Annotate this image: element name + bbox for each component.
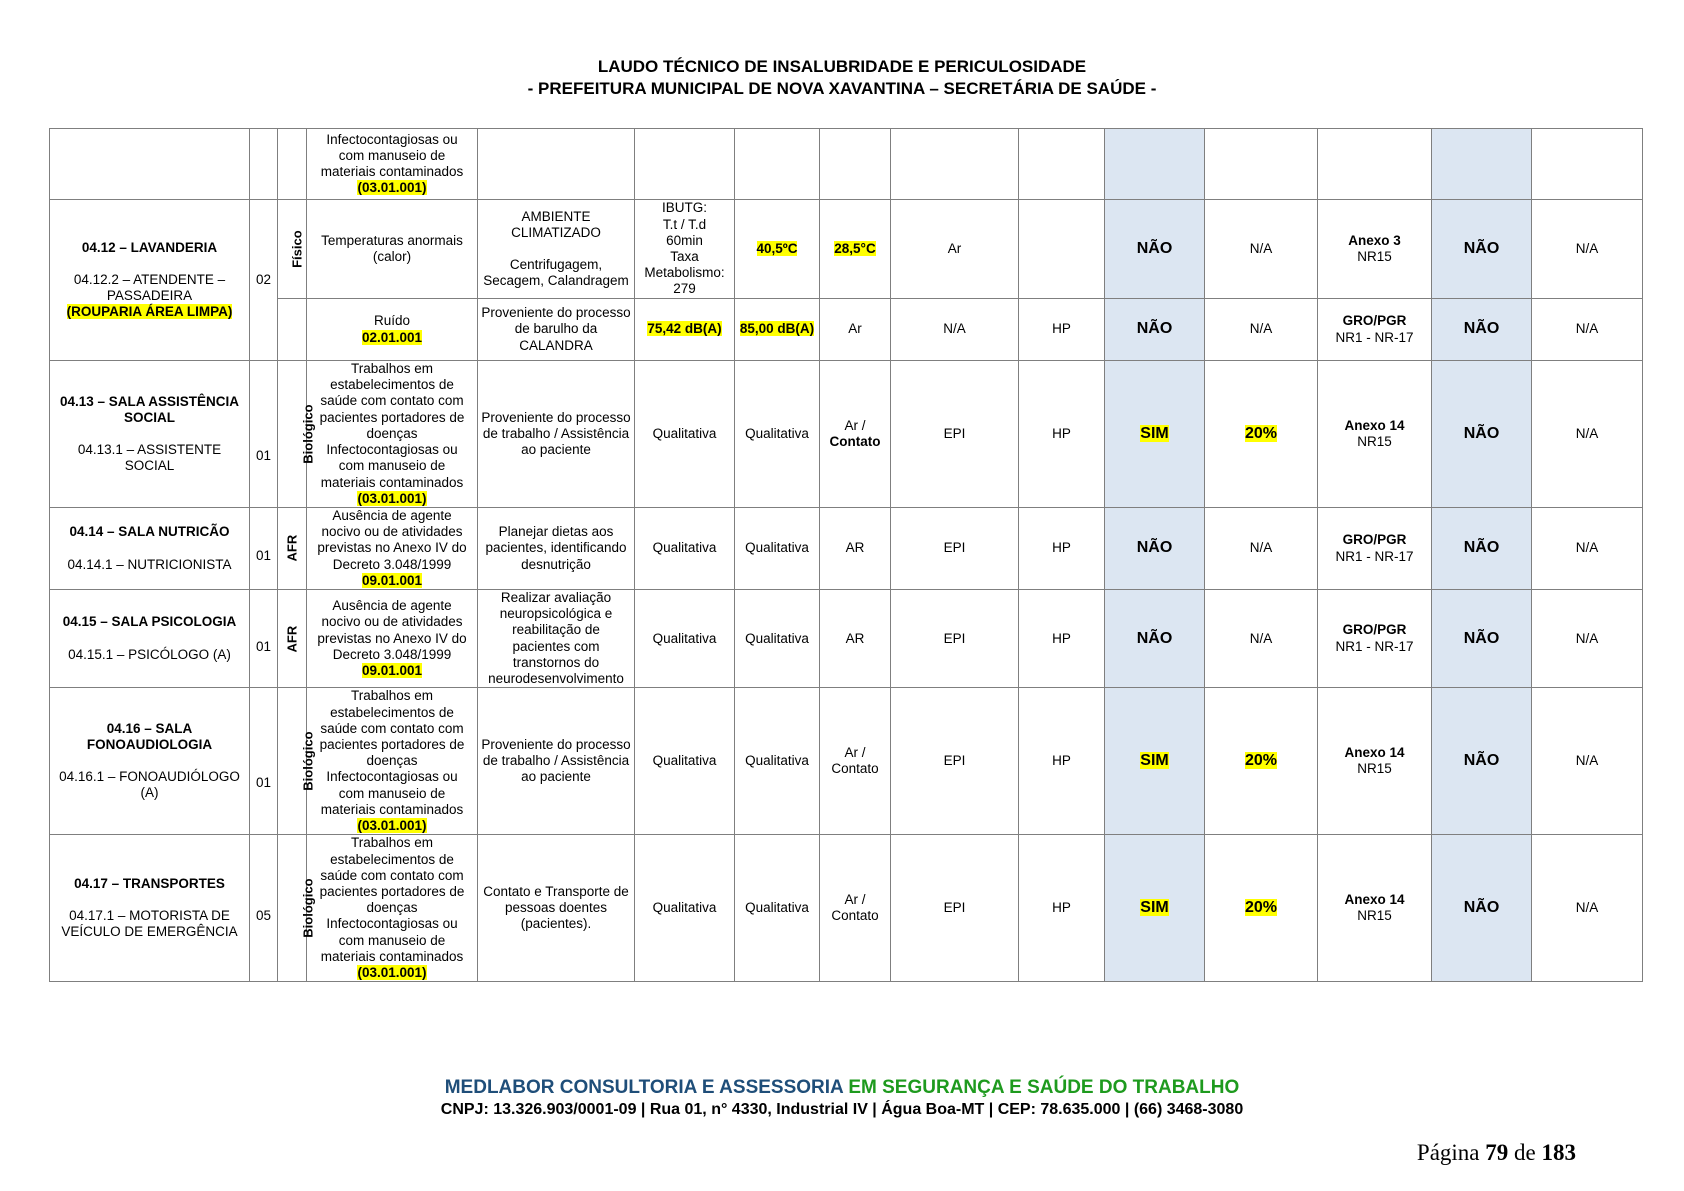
source-line: pacientes, identificando bbox=[485, 540, 627, 556]
epi-cell: EPI bbox=[891, 835, 1019, 982]
table-row bbox=[50, 590, 1643, 688]
effect-cell bbox=[1019, 129, 1105, 200]
qty-value: 01 bbox=[255, 638, 272, 654]
route-cell bbox=[820, 835, 891, 982]
source-line: Contato e Transporte de bbox=[483, 883, 629, 899]
category-label: Físico bbox=[289, 230, 305, 268]
route-line: Ar / bbox=[844, 745, 866, 761]
category-cell bbox=[278, 508, 307, 590]
source-line: CLIMATIZADO bbox=[511, 224, 601, 240]
legal-cell bbox=[1318, 361, 1432, 508]
route-cell: AR bbox=[820, 590, 891, 688]
qty-cell bbox=[250, 508, 278, 590]
effect-cell: HP bbox=[1019, 299, 1105, 361]
periculosity-grade-cell: N/A bbox=[1532, 688, 1643, 835]
periculosity-grade-cell: N/A bbox=[1532, 200, 1643, 299]
sector-cell bbox=[50, 590, 250, 688]
qty-value: 01 bbox=[255, 548, 272, 564]
grade-cell: N/A bbox=[1205, 590, 1318, 688]
sector-title: SOCIAL bbox=[123, 409, 175, 425]
source-line: (pacientes). bbox=[520, 916, 592, 932]
source-line: Proveniente do processo bbox=[481, 409, 631, 425]
effect-cell: HP bbox=[1019, 508, 1105, 590]
legal-cell bbox=[1318, 835, 1432, 982]
periculosity-cell: NÃO bbox=[1432, 590, 1532, 688]
agent-line: nocivo ou de atividades bbox=[321, 614, 463, 630]
sector-title: 04.13 – SALA ASSISTÊNCIA bbox=[59, 393, 240, 409]
legal-line: NR15 bbox=[1357, 908, 1392, 924]
legal-cell bbox=[1318, 200, 1432, 299]
effect-cell: HP bbox=[1019, 688, 1105, 835]
agent-line: pacientes portadores de bbox=[319, 883, 465, 899]
agent-line: doenças bbox=[366, 753, 418, 769]
source-cell bbox=[478, 129, 635, 200]
agent-line: pacientes portadores de bbox=[319, 409, 465, 425]
periculosity-grade-cell: N/A bbox=[1532, 361, 1643, 508]
measured-value: 40,5ºC bbox=[756, 240, 798, 256]
route-line: Contato bbox=[831, 761, 879, 777]
grade-cell bbox=[1205, 835, 1318, 982]
insalubrity-value: SIM bbox=[1140, 424, 1169, 442]
sector-role: 04.17.1 – MOTORISTA DE bbox=[69, 908, 230, 924]
category-cell bbox=[278, 835, 316, 982]
source-line: de barulho da bbox=[514, 321, 598, 337]
agent-line: (calor) bbox=[372, 249, 412, 264]
table-row bbox=[50, 129, 1643, 200]
agent-line: com manuseio de bbox=[338, 458, 446, 474]
agent-cell bbox=[307, 688, 478, 835]
route-line: Contato bbox=[831, 908, 879, 924]
eval-line: T.t / T.d bbox=[662, 216, 707, 232]
table-row bbox=[50, 200, 1643, 299]
epi-cell: EPI bbox=[891, 688, 1019, 835]
epi-cell: EPI bbox=[891, 361, 1019, 508]
sector-cell bbox=[50, 129, 250, 200]
agent-code: (03.01.001) bbox=[357, 180, 427, 196]
periculosity-cell: NÃO bbox=[1432, 508, 1532, 590]
legal-cell bbox=[1318, 299, 1432, 361]
limit-cell: Qualitativa bbox=[735, 361, 820, 508]
risk-table bbox=[49, 128, 1643, 982]
source-line: ao paciente bbox=[521, 769, 591, 785]
legal-line: NR1 - NR-17 bbox=[1335, 638, 1414, 654]
measured-cell bbox=[635, 299, 735, 361]
agent-line: estabelecimentos de bbox=[330, 704, 454, 720]
grade-value: 20% bbox=[1244, 899, 1278, 917]
source-cell bbox=[478, 361, 635, 508]
legal-cell bbox=[1318, 508, 1432, 590]
effect-cell: HP bbox=[1019, 361, 1105, 508]
agent-cell bbox=[307, 835, 478, 982]
agent-line: Trabalhos em bbox=[350, 688, 434, 704]
legal-cell bbox=[1318, 688, 1432, 835]
route-cell: AR bbox=[820, 508, 891, 590]
insalubrity-value: SIM bbox=[1140, 752, 1169, 770]
legal-line: NR1 - NR-17 bbox=[1335, 329, 1414, 345]
agent-line: materiais contaminados bbox=[320, 474, 464, 490]
epi-cell bbox=[1019, 200, 1105, 299]
agent-cell bbox=[307, 590, 478, 688]
agent-cell bbox=[307, 508, 478, 590]
source-cell bbox=[478, 299, 635, 361]
qty-cell bbox=[250, 590, 278, 688]
agent-code: 09.01.001 bbox=[361, 572, 423, 588]
agent-cell bbox=[307, 299, 478, 361]
agent-code: (03.01.001) bbox=[357, 490, 427, 506]
measured-cell: Qualitativa bbox=[635, 835, 735, 982]
limit-cell: Qualitativa bbox=[735, 835, 820, 982]
limit-cell bbox=[820, 200, 891, 299]
agent-line: saúde com contato com bbox=[320, 720, 464, 736]
source-cell bbox=[478, 590, 635, 688]
agent-code: (03.01.001) bbox=[357, 817, 427, 833]
report-subtitle: - PREFEITURA MUNICIPAL DE NOVA XAVANTINA – SECRETÁRIA DE SAÚDE - bbox=[527, 79, 1157, 98]
insalubrity-cell: NÃO bbox=[1105, 590, 1205, 688]
agent-line: Infectocontagiosas ou bbox=[326, 916, 458, 932]
grade-value: 20% bbox=[1244, 752, 1278, 770]
report-title: LAUDO TÉCNICO DE INSALUBRIDADE E PERICULOSIDADE bbox=[597, 57, 1087, 76]
legal-line: NR15 bbox=[1357, 761, 1392, 777]
route-cell: Ar bbox=[820, 299, 891, 361]
source-line: AMBIENTE bbox=[521, 208, 591, 224]
limit-cell bbox=[735, 129, 820, 200]
agent-line: Infectocontagiosas ou bbox=[326, 131, 458, 147]
measured-cell: Qualitativa bbox=[635, 688, 735, 835]
agent-line: com manuseio de bbox=[338, 932, 446, 948]
agent-line: com manuseio de bbox=[338, 785, 446, 801]
source-cell bbox=[478, 508, 635, 590]
evaluation-cell bbox=[635, 200, 735, 299]
sector-role: 04.14.1 – NUTRICIONISTA bbox=[67, 556, 232, 572]
agent-cell bbox=[307, 361, 478, 508]
sector-cell bbox=[50, 688, 250, 835]
qty-cell bbox=[250, 688, 278, 835]
agent-line: com manuseio de bbox=[338, 147, 446, 163]
eval-line: 279 bbox=[673, 281, 696, 297]
legal-line: GRO/PGR bbox=[1342, 622, 1407, 638]
agent-line: Infectocontagiosas ou bbox=[326, 769, 458, 785]
grade-cell: N/A bbox=[1205, 299, 1318, 361]
legal-line: Anexo 3 bbox=[1348, 232, 1401, 248]
sector-cell bbox=[50, 835, 250, 982]
category-cell bbox=[278, 361, 316, 508]
agent-line: previstas no Anexo IV do bbox=[317, 540, 467, 556]
legal-line: GRO/PGR bbox=[1342, 532, 1407, 548]
agent-line: Temperaturas anormais bbox=[321, 232, 463, 248]
periculosity-cell: NÃO bbox=[1432, 361, 1532, 508]
measured-cell: Qualitativa bbox=[635, 590, 735, 688]
sector-title: 04.12 – LAVANDERIA bbox=[81, 239, 218, 255]
limit-cell: Qualitativa bbox=[735, 508, 820, 590]
source-line: Proveniente do processo bbox=[481, 305, 631, 321]
grade-cell: N/A bbox=[1205, 200, 1318, 299]
agent-line: saúde com contato com bbox=[320, 867, 464, 883]
agent-code: 09.01.001 bbox=[361, 662, 423, 678]
limit-value: 85,00 dB(A) bbox=[739, 321, 815, 337]
legal-line: GRO/PGR bbox=[1342, 313, 1407, 329]
sector-title: 04.16 – SALA bbox=[106, 720, 193, 736]
agent-line: doenças bbox=[366, 425, 418, 441]
grade-cell bbox=[1205, 129, 1318, 200]
agent-line: materiais contaminados bbox=[320, 801, 464, 817]
limit-value: 28,5°C bbox=[834, 240, 876, 256]
sector-title: 04.17 – TRANSPORTES bbox=[74, 875, 225, 891]
agent-line: Decreto 3.048/1999 bbox=[332, 646, 452, 662]
table-row bbox=[50, 688, 1643, 835]
insalubrity-cell bbox=[1105, 129, 1205, 200]
route-line: Ar / bbox=[844, 417, 866, 433]
source-line: CALANDRA bbox=[519, 337, 593, 353]
source-cell bbox=[478, 688, 635, 835]
measured-cell bbox=[635, 129, 735, 200]
legal-cell bbox=[1318, 129, 1432, 200]
agent-cell bbox=[307, 129, 478, 200]
legal-line: NR15 bbox=[1357, 434, 1392, 449]
category-cell bbox=[278, 129, 307, 200]
source-line: Proveniente do processo bbox=[481, 736, 631, 752]
periculosity-cell: NÃO bbox=[1432, 299, 1532, 361]
source-line: neurodesenvolvimento bbox=[488, 671, 624, 687]
periculosity-grade-cell: N/A bbox=[1532, 590, 1643, 688]
qty-cell bbox=[250, 129, 278, 200]
periculosity-cell: NÃO bbox=[1432, 835, 1532, 982]
measured-cell: Qualitativa bbox=[635, 361, 735, 508]
agent-line: Trabalhos em bbox=[350, 361, 434, 377]
route-cell bbox=[820, 129, 891, 200]
measured-cell: Qualitativa bbox=[635, 508, 735, 590]
insalubrity-cell: NÃO bbox=[1105, 299, 1205, 361]
category-label: Biológico bbox=[300, 404, 316, 464]
category-label: AFR bbox=[284, 535, 300, 562]
route-cell bbox=[820, 688, 891, 835]
insalubrity-cell: NÃO bbox=[1105, 508, 1205, 590]
table-row bbox=[50, 508, 1643, 590]
limit-cell: Qualitativa bbox=[735, 688, 820, 835]
measured-cell bbox=[735, 200, 820, 299]
measured-value: 75,42 dB(A) bbox=[647, 321, 722, 337]
agent-code: 02.01.001 bbox=[361, 329, 423, 345]
category-cell bbox=[278, 590, 307, 688]
source-line: Planejar dietas aos bbox=[498, 524, 614, 540]
insalubrity-cell bbox=[1105, 688, 1205, 835]
agent-line: doenças bbox=[366, 900, 418, 916]
agent-line: previstas no Anexo IV do bbox=[317, 630, 467, 646]
agent-line: saúde com contato com bbox=[320, 393, 464, 409]
table-row bbox=[50, 361, 1643, 508]
sector-cell bbox=[50, 361, 250, 508]
agent-line: Infectocontagiosas ou bbox=[326, 442, 458, 458]
agent-line: Ruído bbox=[373, 313, 411, 329]
epi-cell: EPI bbox=[891, 508, 1019, 590]
source-line: pacientes com bbox=[512, 638, 600, 654]
source-cell bbox=[478, 200, 635, 299]
sector-role: 04.16.1 – FONOAUDIÓLOGO bbox=[59, 769, 240, 785]
category-label: Biológico bbox=[300, 878, 316, 938]
sector-role: 04.13.1 – ASSISTENTE bbox=[77, 442, 222, 457]
insalubrity-cell bbox=[1105, 835, 1205, 982]
insalubrity-cell bbox=[1105, 361, 1205, 508]
legal-line: Anexo 14 bbox=[1344, 745, 1405, 761]
sector-cell bbox=[50, 508, 250, 590]
insalubrity-value: SIM bbox=[1140, 899, 1169, 917]
epi-cell: EPI bbox=[891, 590, 1019, 688]
agent-line: estabelecimentos de bbox=[330, 377, 454, 393]
agent-code: (03.01.001) bbox=[357, 964, 427, 980]
periculosity-cell bbox=[1432, 129, 1532, 200]
route-cell: Ar bbox=[891, 200, 1019, 299]
periculosity-grade-cell: N/A bbox=[1532, 508, 1643, 590]
periculosity-cell: NÃO bbox=[1432, 688, 1532, 835]
source-line: Realizar avaliação bbox=[500, 590, 612, 606]
agent-line: Decreto 3.048/1999 bbox=[332, 556, 452, 572]
legal-line: Anexo 14 bbox=[1344, 892, 1405, 908]
agent-cell bbox=[307, 200, 478, 299]
source-line: pessoas doentes bbox=[504, 900, 608, 916]
insalubrity-cell: NÃO bbox=[1105, 200, 1205, 299]
source-line: transtornos do bbox=[512, 654, 600, 670]
page-label: Página bbox=[1416, 1140, 1480, 1165]
legal-line: Anexo 14 bbox=[1344, 417, 1405, 433]
source-line: ao paciente bbox=[521, 442, 591, 458]
qty-value: 01 bbox=[255, 775, 272, 791]
effect-cell: HP bbox=[1019, 835, 1105, 982]
category-cell bbox=[278, 200, 307, 299]
agent-line: pacientes portadores de bbox=[319, 736, 465, 752]
source-line: desnutrição bbox=[521, 556, 591, 572]
table-row bbox=[50, 299, 1643, 361]
source-line: Secagem, Calandragem bbox=[483, 273, 629, 289]
company-name bbox=[0, 1077, 1684, 1099]
source-line: de trabalho / Assistência bbox=[482, 753, 630, 769]
source-line: reabilitação de bbox=[512, 622, 600, 638]
agent-line: nocivo ou de atividades bbox=[321, 524, 463, 540]
qty-cell bbox=[250, 835, 278, 982]
company-address: CNPJ: 13.326.903/0001-09 | Rua 01, n° 4330, Industrial IV | Água Boa-MT | CEP: 78.635.000 | (66) 3468-3080 bbox=[440, 1101, 1244, 1118]
eval-line: IBUTG: bbox=[661, 200, 707, 216]
sector-role: VEÍCULO DE EMERGÊNCIA bbox=[61, 924, 238, 940]
sector-role: (A) bbox=[140, 785, 159, 801]
category-label: AFR bbox=[284, 625, 300, 652]
agent-line: materiais contaminados bbox=[320, 948, 464, 964]
periculosity-grade-cell: N/A bbox=[1532, 299, 1643, 361]
limit-cell bbox=[735, 299, 820, 361]
route-line: Ar / bbox=[844, 892, 866, 908]
table-row bbox=[50, 835, 1643, 982]
agent-line: materiais contaminados bbox=[320, 164, 464, 179]
legal-line: NR1 - NR-17 bbox=[1335, 548, 1414, 564]
sector-role: 04.12.2 – ATENDENTE – bbox=[73, 271, 226, 287]
periculosity-cell: NÃO bbox=[1432, 200, 1532, 299]
sector-title: 04.15 – SALA PSICOLOGIA bbox=[62, 614, 237, 630]
epi-cell: N/A bbox=[891, 299, 1019, 361]
source-cell bbox=[478, 835, 635, 982]
page-total: 183 bbox=[1541, 1140, 1576, 1165]
legal-line: NR15 bbox=[1357, 249, 1392, 264]
agent-line: Ausência de agente bbox=[332, 598, 452, 614]
qty-cell bbox=[250, 361, 278, 508]
route-cell bbox=[820, 361, 891, 508]
sector-title: FONOAUDIOLOGIA bbox=[86, 737, 213, 753]
category-cell bbox=[278, 688, 316, 835]
sector-role: 04.15.1 – PSICÓLOGO (A) bbox=[68, 646, 231, 662]
page-current: 79 bbox=[1485, 1140, 1509, 1165]
sector-title: 04.14 – SALA NUTRICÃO bbox=[69, 524, 230, 540]
agent-line: estabelecimentos de bbox=[330, 851, 454, 867]
source-line: neuropsicológica e bbox=[499, 606, 613, 622]
sector-role: PASSADEIRA bbox=[106, 288, 193, 303]
route-line: Contato bbox=[829, 434, 881, 449]
page-of: de bbox=[1514, 1140, 1536, 1165]
agent-line: Trabalhos em bbox=[350, 835, 434, 851]
qty-cell: 02 bbox=[250, 200, 278, 361]
epi-cell bbox=[891, 129, 1019, 200]
category-label: Biológico bbox=[300, 731, 316, 791]
grade-value: 20% bbox=[1244, 424, 1278, 442]
source-line: de trabalho / Assistência bbox=[482, 425, 630, 441]
sector-cell bbox=[50, 200, 250, 361]
limit-cell: Qualitativa bbox=[735, 590, 820, 688]
eval-line: 60min bbox=[666, 232, 703, 248]
source-line: Centrifugagem, bbox=[509, 257, 603, 272]
grade-cell bbox=[1205, 361, 1318, 508]
company-name-part1: MEDLABOR CONSULTORIA E ASSESSORIA bbox=[444, 1077, 844, 1098]
eval-line: Metabolismo: bbox=[644, 265, 725, 281]
periculosity-grade-cell bbox=[1532, 129, 1643, 200]
legal-cell bbox=[1318, 590, 1432, 688]
sector-highlight: (ROUPARIA ÁREA LIMPA) bbox=[66, 304, 233, 320]
page-number bbox=[1417, 1140, 1576, 1166]
grade-cell: N/A bbox=[1205, 508, 1318, 590]
qty-value: 05 bbox=[255, 908, 272, 924]
grade-cell bbox=[1205, 688, 1318, 835]
agent-line: Ausência de agente bbox=[332, 508, 452, 523]
qty-value: 01 bbox=[255, 447, 272, 463]
periculosity-grade-cell: N/A bbox=[1532, 835, 1643, 982]
company-name-part2: EM SEGURANÇA E SAÚDE DO TRABALHO bbox=[848, 1077, 1240, 1098]
eval-line: Taxa bbox=[670, 249, 699, 264]
sector-role: SOCIAL bbox=[124, 458, 175, 474]
effect-cell: HP bbox=[1019, 590, 1105, 688]
category-cell bbox=[278, 299, 307, 361]
